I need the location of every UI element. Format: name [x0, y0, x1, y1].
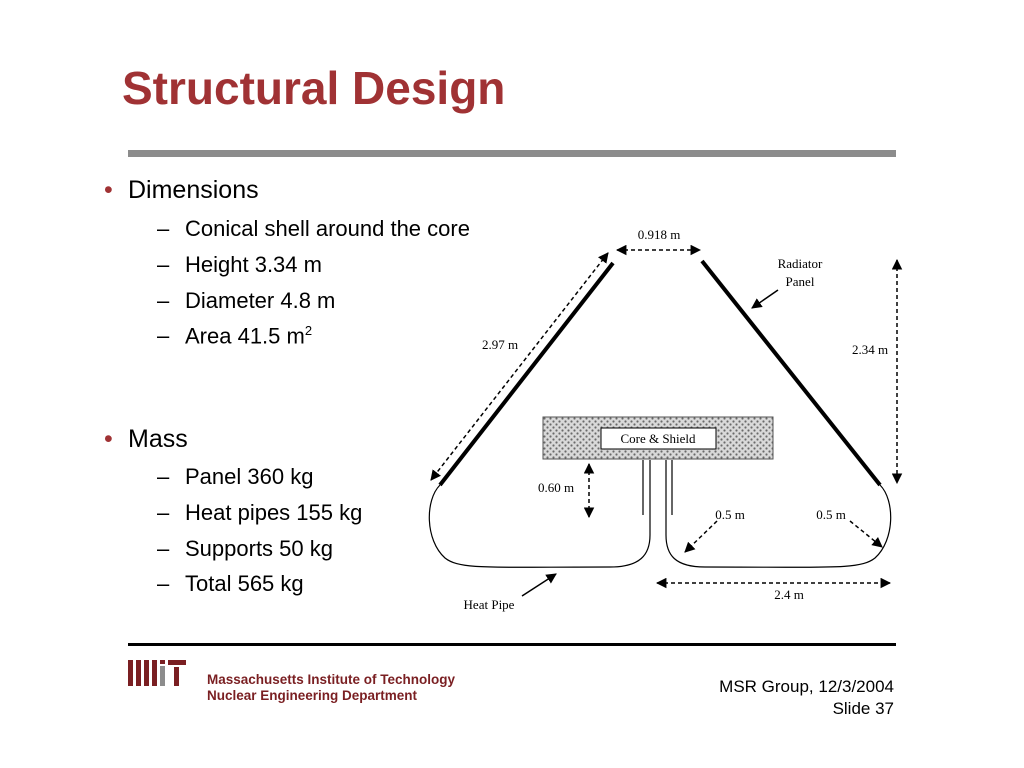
core-gap-label: 0.60 m — [537, 480, 575, 495]
radius-right-arrow — [850, 521, 882, 547]
sub-item: – Conical shell around the core — [157, 216, 470, 241]
footer-divider — [128, 643, 896, 646]
slant-length-label: 2.97 m — [481, 337, 519, 352]
sub-item-text: Total 565 kg — [185, 571, 304, 596]
sub-item-text: Supports 50 kg — [185, 536, 333, 561]
bullet-label: Dimensions — [128, 176, 259, 204]
sub-item-text: Area 41.5 m — [185, 323, 305, 349]
bullet-label: Mass — [128, 425, 188, 453]
core-shield-label: Core & Shield — [620, 431, 696, 446]
institution-name — [207, 672, 455, 704]
bullet-dot: • — [104, 425, 113, 453]
vertical-height-label: 2.34 m — [851, 342, 889, 357]
slide-number: Slide 37 — [832, 699, 894, 718]
slide-meta — [719, 676, 894, 720]
sub-item: – Supports 50 kg — [157, 536, 333, 561]
sub-item: – Heat pipes 155 kg — [157, 500, 363, 525]
area-superscript: 2 — [304, 323, 313, 338]
slide-title: Structural Design — [122, 62, 506, 114]
sub-item-text: Conical shell around the core — [185, 216, 470, 241]
radiator-panel-label-line1: Radiator — [777, 256, 823, 271]
sub-item: – Diameter 4.8 m — [157, 288, 336, 313]
sub-item-text: Panel 360 kg — [185, 464, 314, 489]
right-heat-pipe-loop — [666, 460, 891, 567]
radius-right-label: 0.5 m — [816, 507, 846, 522]
radiator-panel-label-line2: Panel — [785, 274, 815, 289]
sub-item: – Total 565 kg — [157, 571, 304, 596]
radiator-panel-pointer — [752, 290, 778, 308]
sub-item: – Height 3.34 m — [157, 252, 322, 277]
radius-left-label: 0.5 m — [715, 507, 745, 522]
sub-item-text: Height 3.34 m — [185, 252, 322, 277]
bullet-dot: • — [104, 176, 113, 204]
heat-pipe-pointer — [522, 574, 556, 596]
institution-line1: Massachusetts Institute of Technology — [207, 672, 456, 687]
base-width-label: 2.4 m — [774, 587, 804, 602]
radius-left-arrow — [685, 521, 717, 552]
institution-line2: Nuclear Engineering Department — [207, 688, 418, 703]
heat-pipe-label: Heat Pipe — [463, 597, 515, 612]
sub-item-text: Diameter 4.8 m — [185, 288, 336, 313]
group-date: MSR Group, 12/3/2004 — [719, 677, 894, 696]
sub-item-text: Heat pipes 155 kg — [185, 500, 363, 525]
left-heat-pipe-loop — [429, 460, 650, 567]
sub-item: – Panel 360 kg — [157, 464, 314, 489]
mit-logo — [128, 660, 188, 688]
top-width-label: 0.918 m — [637, 227, 681, 242]
sub-item: – Area 41.5 $m^2$ — [157, 323, 313, 349]
